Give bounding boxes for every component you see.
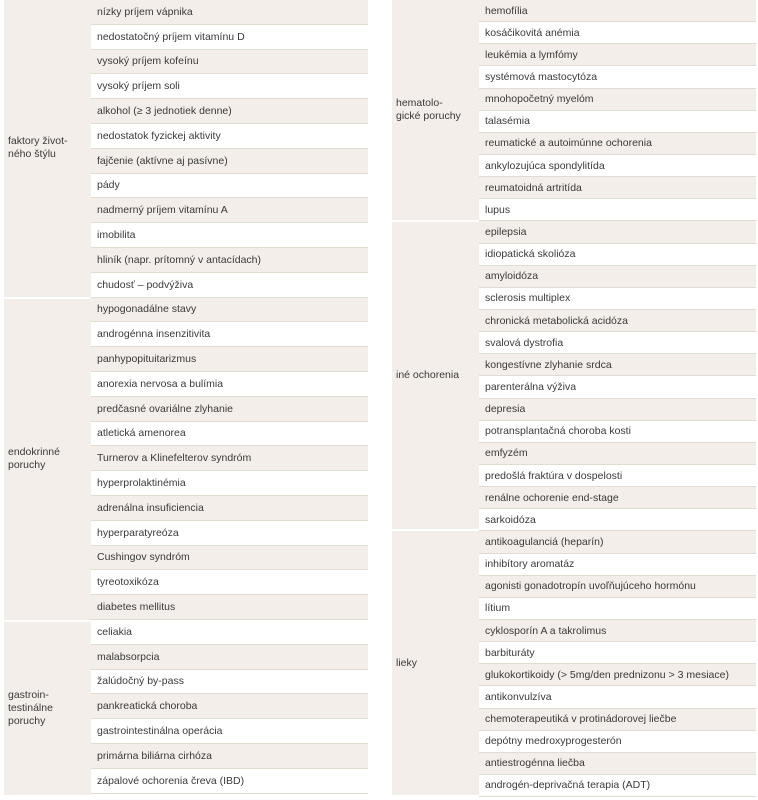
table-row: tyreotoxikóza	[91, 570, 368, 595]
table-row: antiestrogénna liečba	[479, 753, 756, 775]
table-row: ankylozujúca spondylitída	[479, 155, 756, 177]
table-row: malabsorpcia	[91, 645, 368, 670]
item-column	[479, 0, 756, 797]
table-row: mnohopočetný myelóm	[479, 89, 756, 111]
table-row: reumatoidná artritída	[479, 177, 756, 199]
table-row: predčasné ovariálne zlyhanie	[91, 397, 368, 422]
table-row: žalúdočný by-pass	[91, 670, 368, 695]
category-label: gastroin- testinálne poruchy	[4, 622, 91, 797]
table-row: chudosť – podvýživa	[91, 273, 368, 298]
table-row: fajčenie (aktívne aj pasívne)	[91, 149, 368, 174]
table-row: nedostatočný príjem vitamínu D	[91, 25, 368, 50]
category-label: faktory život- ného štýlu	[4, 0, 91, 299]
table-row: antikoagulanciá (heparín)	[479, 531, 756, 553]
table-row: depótny medroxyprogesterón	[479, 731, 756, 753]
table-row: cyklosporín A a takrolimus	[479, 620, 756, 642]
category-column	[4, 0, 91, 797]
table-row: Cushingov syndróm	[91, 546, 368, 571]
table-row: parenterálna výživa	[479, 376, 756, 398]
category-label: iné ochorenia	[392, 222, 479, 532]
table-row: predošlá fraktúra v dospelosti	[479, 465, 756, 487]
risk-factors-table-left	[4, 0, 368, 797]
table-row: atletická amenorea	[91, 422, 368, 447]
table-row: pankreatická choroba	[91, 694, 368, 719]
table-row: kosáčikovitá anémia	[479, 22, 756, 44]
table-row: vysoký príjem kofeínu	[91, 50, 368, 75]
table-row: adrenálna insuficiencia	[91, 496, 368, 521]
item-column	[91, 0, 368, 797]
table-row: lupus	[479, 199, 756, 221]
category-label: endokrinné poruchy	[4, 299, 91, 622]
category-label: lieky	[392, 531, 479, 797]
table-row: idiopatická skolióza	[479, 244, 756, 266]
table-row: hyperprolaktinémia	[91, 471, 368, 496]
table-row: reumatické a autoimúnne ochorenia	[479, 133, 756, 155]
table-row: barbituráty	[479, 642, 756, 664]
table-row: gastrointestinálna operácia	[91, 719, 368, 744]
table-row: zápalové ochorenia čreva (IBD)	[91, 769, 368, 794]
table-row: celiakia	[91, 620, 368, 645]
table-row: pády	[91, 174, 368, 199]
table-row: sarkoidóza	[479, 509, 756, 531]
table-row: nízky príjem vápnika	[91, 0, 368, 25]
table-row: sclerosis multiplex	[479, 288, 756, 310]
table-row: inhibítory aromatáz	[479, 554, 756, 576]
table-row: anorexia nervosa a bulímia	[91, 372, 368, 397]
table-row: renálne ochorenie end-stage	[479, 487, 756, 509]
table-row: talasémia	[479, 111, 756, 133]
table-row: vysoký príjem soli	[91, 74, 368, 99]
category-column	[392, 0, 479, 797]
risk-factors-table-right	[392, 0, 756, 797]
table-row: leukémia a lymfómy	[479, 44, 756, 66]
table-row: androgénna insenzitivita	[91, 322, 368, 347]
table-row: antikonvulzíva	[479, 686, 756, 708]
table-row: agonisti gonadotropín uvoľňujúceho hormónu	[479, 576, 756, 598]
table-row: chronická metabolická acidóza	[479, 310, 756, 332]
table-row: chemoterapeutiká v protinádorovej liečbe	[479, 709, 756, 731]
table-row: systémová mastocytóza	[479, 66, 756, 88]
table-row: amyloidóza	[479, 266, 756, 288]
table-row: hypogonadálne stavy	[91, 298, 368, 323]
table-row: emfyzém	[479, 443, 756, 465]
table-row: panhypopituitarizmus	[91, 347, 368, 372]
table-row: potransplantačná choroba kosti	[479, 421, 756, 443]
table-row: Turnerov a Klinefelterov syndróm	[91, 446, 368, 471]
table-row: nedostatok fyzickej aktivity	[91, 124, 368, 149]
table-row: svalová dystrofia	[479, 332, 756, 354]
table-row: primárna biliárna cirhóza	[91, 744, 368, 769]
table-row: alkohol (≥ 3 jednotiek denne)	[91, 99, 368, 124]
table-row: nadmerný príjem vitamínu A	[91, 198, 368, 223]
table-row: androgén-deprivačná terapia (ADT)	[479, 775, 756, 797]
table-row: kongestívne zlyhanie srdca	[479, 354, 756, 376]
table-row: epilepsia	[479, 221, 756, 243]
category-label: hematolo- gické poruchy	[392, 0, 479, 222]
table-row: hyperparatyreóza	[91, 521, 368, 546]
table-row: diabetes mellitus	[91, 595, 368, 620]
table-row: hemofília	[479, 0, 756, 22]
table-row: depresia	[479, 399, 756, 421]
table-row: hliník (napr. prítomný v antacídach)	[91, 248, 368, 273]
table-row: imobilita	[91, 223, 368, 248]
table-row: glukokortikoidy (> 5mg/den prednizonu > 3 mesiace)	[479, 664, 756, 686]
table-row: lítium	[479, 598, 756, 620]
